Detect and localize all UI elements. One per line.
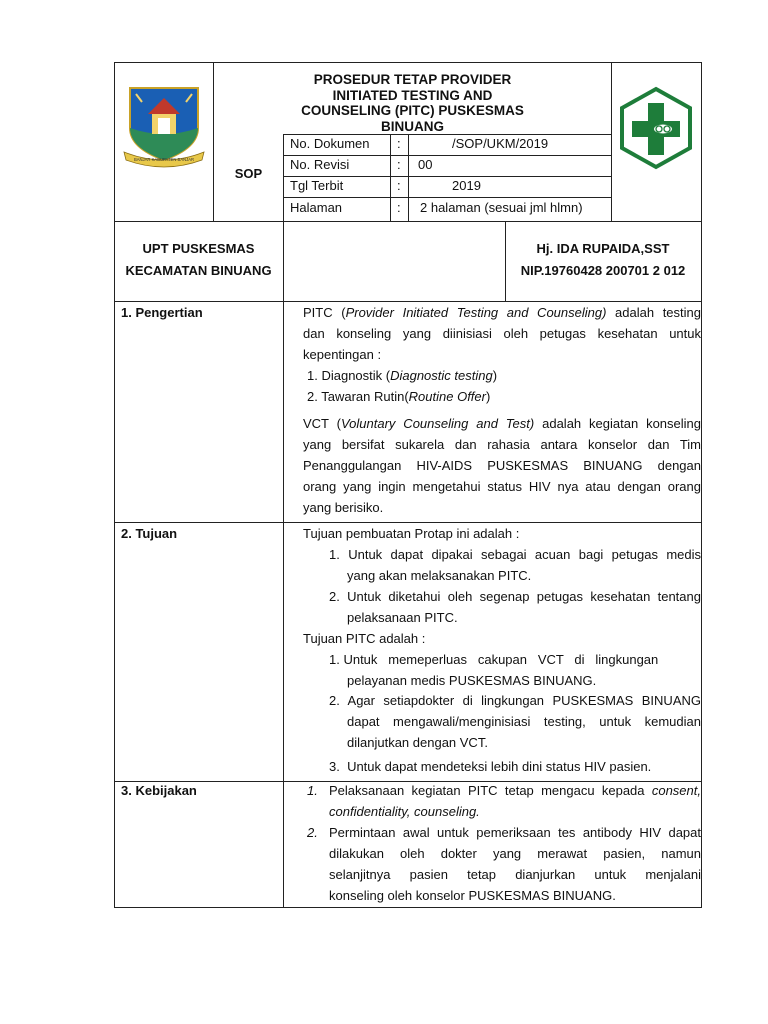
emblem-ribbon-text: BANJAR KABUPATEN BANJAR: [133, 157, 195, 162]
meta-line-2: [283, 155, 611, 156]
pengertian-p2-line2: yang bersifat sukarela dan rahasia antara konselor dan Tim: [303, 437, 701, 452]
header-divider-right-logo: [611, 62, 612, 221]
section-heading-tujuan: 2. Tujuan: [121, 526, 178, 541]
meta-value-revisi: 00: [418, 157, 433, 172]
meta-divider-sep: [390, 134, 391, 221]
kebijakan-num-1: 1.: [307, 783, 318, 798]
pengertian-item-2: 2. Tawaran Rutin(Routine Offer): [307, 389, 491, 404]
meta-line-3: [283, 176, 611, 177]
pengertian-p1-line1: PITC (Provider Initiated Testing and Counseling) adalah testing: [303, 305, 701, 320]
tujuan-a1-line2: yang akan melaksanakan PITC.: [347, 568, 532, 583]
pengertian-p1-line2: dan konseling yang diinisiasi oleh petugas kesehatan untuk: [303, 326, 701, 341]
kebijakan-2-line3: selanjitnya pasien tetap dianjurkan untuk menjalani: [329, 867, 701, 882]
meta-line-4: [283, 197, 611, 198]
meta-sep-terbit: :: [397, 178, 401, 193]
org-line-1: UPT PUSKESMAS: [142, 241, 255, 256]
pengertian-p1-line3: kepentingan :: [303, 347, 382, 362]
title-line-1: PROSEDUR TETAP PROVIDER: [313, 72, 512, 87]
section-heading-kebijakan: 3. Kebijakan: [121, 783, 197, 798]
pengertian-item-1: 1. Diagnostik (Diagnostic testing): [307, 368, 498, 383]
puskesmas-logo: [617, 86, 695, 170]
org-divider-left: [283, 221, 284, 301]
kebijakan-1-line1: Pelaksanaan kegiatan PITC tetap mengacu kepada consent,: [329, 783, 701, 798]
kebijakan-num-2: 2.: [307, 825, 318, 840]
table-border-bottom: [114, 907, 702, 908]
body-divider: [283, 301, 284, 908]
meta-label-dokumen: No. Dokumen: [290, 136, 370, 151]
tujuan-b3: 3. Untuk dapat mendeteksi lebih dini status HIV pasien.: [329, 759, 652, 774]
tujuan-b1-line1: 1. Untuk memeperluas cakupan VCT di lingkungan: [329, 652, 659, 667]
tujuan-b2-line1: 2. Agar setiapdokter di lingkungan PUSKESMAS BINUANG: [329, 693, 701, 708]
pengertian-p2-line5: yang berisiko.: [303, 500, 384, 515]
meta-sep-halaman: :: [397, 200, 401, 215]
meta-line-1: [283, 134, 611, 135]
meta-sep-revisi: :: [397, 157, 401, 172]
signer-nip: NIP.19760428 200701 2 012: [520, 263, 686, 278]
header-bottom: [114, 221, 702, 222]
org-name: [114, 238, 283, 282]
meta-sep-dokumen: :: [397, 136, 401, 151]
signer-block: [505, 238, 701, 282]
meta-divider-val: [408, 134, 409, 221]
title-line-4: BINUANG: [381, 118, 444, 134]
kebijakan-2-line4: konseling oleh konselor PUSKESMAS BINUANG.: [329, 888, 616, 903]
tujuan-b2-line3: dilanjutkan dengan VCT.: [347, 735, 488, 750]
pengertian-p2-line3: Penanggulangan HIV-AIDS PUSKESMAS BINUANG dengan: [303, 458, 701, 473]
kebijakan-2-line1: Permintaan awal untuk pemeriksaan tes antibody HIV dapat: [329, 825, 701, 840]
tujuan-a1-line1: 1. Untuk dapat dipakai sebagai acuan bagi petugas medis: [329, 547, 701, 562]
section-heading-pengertian: 1. Pengertian: [121, 305, 203, 320]
tujuan-intro-1: Tujuan pembuatan Protap ini adalah :: [303, 526, 520, 541]
regency-emblem-logo: [122, 82, 206, 168]
tujuan-a2-line2: pelaksanaan PITC.: [347, 610, 458, 625]
document-title: [214, 72, 611, 134]
title-line-2: INITIATED TESTING AND: [332, 87, 493, 103]
meta-value-halaman: 2 halaman (sesuai jml hlmn): [420, 200, 583, 215]
tujuan-b1-line2: pelayanan medis PUSKESMAS BINUANG.: [347, 673, 597, 688]
meta-label-terbit: Tgl Terbit: [290, 178, 344, 193]
pengertian-p2-line1: VCT (Voluntary Counseling and Test) adalah kegiatan konseling: [303, 416, 701, 431]
tujuan-b2-line2: dapat mengawali/menginisiasi testing, untuk kemudian: [347, 714, 701, 729]
title-line-3: COUNSELING (PITC) PUSKESMAS: [301, 103, 524, 118]
table-border-top: [114, 62, 702, 63]
kebijakan-2-line2: dilakukan oleh dokter yang merawat pasien, namun: [329, 846, 701, 861]
org-line-2: KECAMATAN BINUANG: [125, 263, 272, 278]
meta-divider-left: [283, 134, 284, 221]
meta-label-revisi: No. Revisi: [290, 157, 350, 172]
pengertian-p2-line4: orang yang ingin mengetahui status HIV nya atau dengan orang: [303, 479, 701, 494]
tujuan-intro-2: Tujuan PITC adalah :: [303, 631, 426, 646]
tujuan-a2-line1: 2. Untuk diketahui oleh segenap petugas kesehatan tentang: [329, 589, 701, 604]
meta-value-terbit: 2019: [452, 178, 481, 193]
signer-name: Hj. IDA RUPAIDA,SST: [536, 241, 670, 256]
meta-value-dokumen: /SOP/UKM/2019: [452, 136, 549, 151]
sop-label: SOP: [234, 166, 263, 181]
meta-label-halaman: Halaman: [290, 200, 343, 215]
kebijakan-1-line2: confidentiality, counseling.: [329, 804, 480, 819]
